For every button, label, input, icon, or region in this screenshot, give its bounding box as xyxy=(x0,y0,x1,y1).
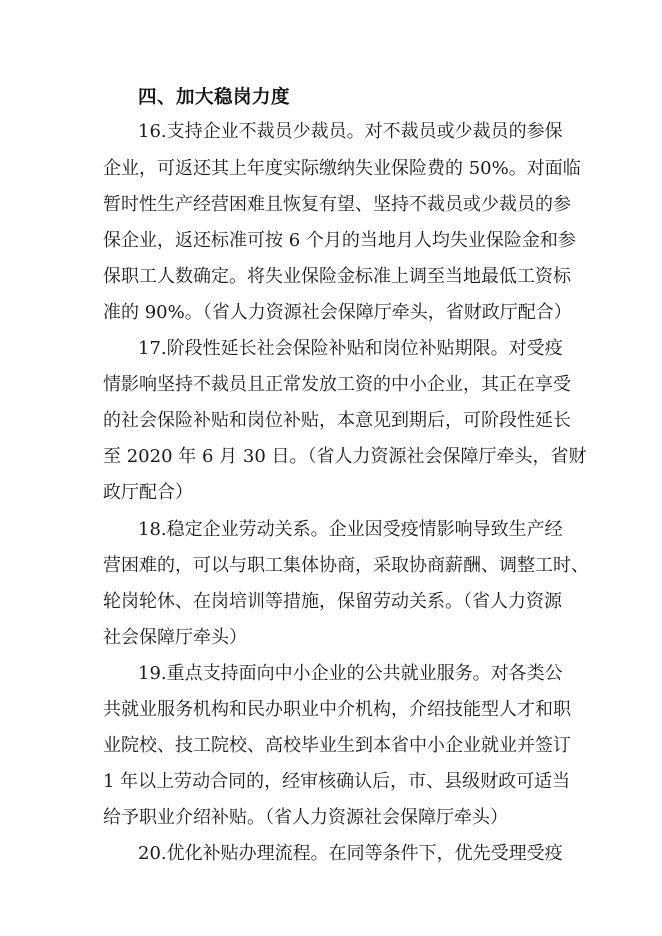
paragraph-17-line-4: 至 2020 年 6 月 30 日。（省人力资源社会保障厅牵头，省财 xyxy=(103,446,587,467)
paragraph-18-line-1: 18.稳定企业劳动关系。企业因受疫情影响导致生产经 xyxy=(138,519,563,540)
paragraph-19-line-5: 给予职业介绍补贴。（省人力资源社会保障厅牵头） xyxy=(103,807,508,828)
paragraph-19-line-2: 共就业服务机构和民办职业中介机构，介绍技能型人才和职 xyxy=(103,699,571,720)
paragraph-17-line-2: 情影响坚持不裁员且正常发放工资的中小企业，其正在享受 xyxy=(103,374,571,395)
paragraph-19-line-3: 业院校、技工院校、高校毕业生到本省中小企业就业并签订 xyxy=(103,735,571,756)
paragraph-18-line-2: 营困难的，可以与职工集体协商，采取协商薪酬、调整工时、 xyxy=(103,555,589,576)
paragraph-16-line-2: 企业，可返还其上年度实际缴纳失业保险费的 50%。对面临 xyxy=(103,158,581,179)
paragraph-17-line-3: 的社会保险补贴和岗位补贴，本意见到期后，可阶段性延长 xyxy=(103,410,571,431)
paragraph-19-line-1: 19.重点支持面向中小企业的公共就业服务。对各类公 xyxy=(138,663,563,684)
paragraph-16-line-4: 保企业，返还标准可按 6 个月的当地月人均失业保险金和参 xyxy=(103,230,576,251)
paragraph-16-line-6: 准的 90%。（省人力资源社会保障厅牵头，省财政厅配合） xyxy=(103,302,572,323)
paragraph-19-line-4: 1 年以上劳动合同的，经审核确认后，市、县级财政可适当 xyxy=(103,771,571,792)
paragraph-17-line-1: 17.阶段性延长社会保险补贴和岗位补贴期限。对受疫 xyxy=(138,338,563,359)
paragraph-16-line-3: 暂时性生产经营困难且恢复有望、坚持不裁员或少裁员的参 xyxy=(103,194,571,215)
paragraph-20-line-1: 20.优化补贴办理流程。在同等条件下，优先受理受疫 xyxy=(138,843,563,864)
paragraph-16-line-5: 保职工人数确定。将失业保险金标准上调至当地最低工资标 xyxy=(103,266,571,287)
section-heading: 四、加大稳岗力度 xyxy=(138,87,291,108)
paragraph-17-line-5: 政厅配合） xyxy=(103,482,193,503)
paragraph-16-line-1: 16.支持企业不裁员少裁员。对不裁员或少裁员的参保 xyxy=(138,121,563,142)
paragraph-18-line-4: 社会保障厅牵头） xyxy=(103,627,247,648)
paragraph-18-line-3: 轮岗轮休、在岗培训等措施，保留劳动关系。（省人力资源 xyxy=(103,591,562,612)
